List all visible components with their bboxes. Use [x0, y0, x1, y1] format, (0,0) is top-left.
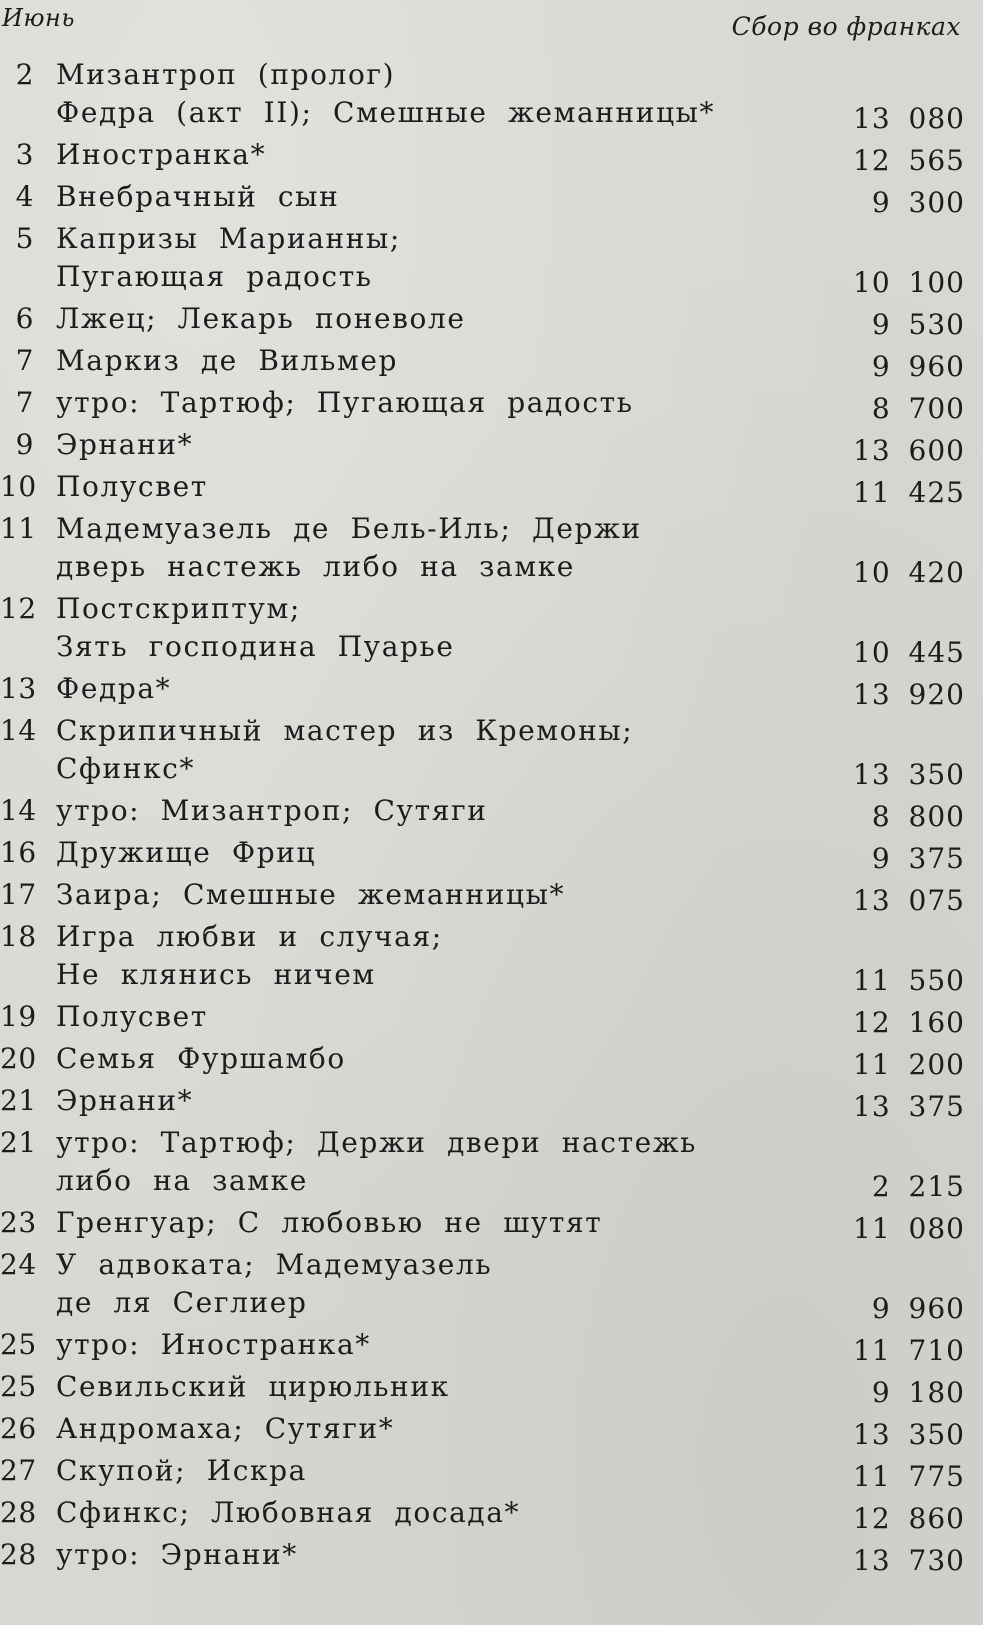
row-day: 7 [15, 386, 34, 419]
row-title [56, 670, 793, 708]
row-title [56, 1204, 793, 1242]
table-row [0, 792, 983, 833]
row-title-line: Мизантроп (пролог) [56, 58, 396, 91]
table-row [0, 590, 983, 669]
table-row [0, 1452, 983, 1493]
table-row [0, 670, 983, 711]
table-row [0, 1368, 983, 1409]
row-title-line: утро: Иностранка* [56, 1328, 371, 1361]
row-title-line: Скрипичный мастер из Кремоны; [56, 714, 634, 747]
row-amount: 13 375 [853, 1090, 965, 1123]
row-title-line: Лжец; Лекарь поневоле [56, 302, 466, 335]
row-title-line: Полусвет [56, 1000, 208, 1033]
row-amount: 10 420 [853, 556, 965, 589]
table-row [0, 712, 983, 791]
row-title-line: Внебрачный сын [56, 180, 340, 213]
row-title-line: Скупой; Искра [56, 1454, 307, 1487]
table-row [0, 918, 983, 997]
row-day: 26 [0, 1412, 37, 1445]
row-title-line: Гренгуар; С любовью не шутят [56, 1206, 603, 1239]
row-title-line: Заира; Смешные жеманницы* [56, 878, 566, 911]
row-amount: 13 730 [853, 1544, 965, 1577]
row-title-line: Зять господина Пуарье [56, 630, 455, 663]
row-title-line: либо на замке [56, 1164, 308, 1197]
row-day: 11 [0, 512, 37, 545]
row-title-line: Эрнани* [56, 428, 194, 461]
table-row [0, 1494, 983, 1535]
table-row [0, 300, 983, 341]
table-row [0, 1204, 983, 1245]
row-day: 17 [0, 878, 37, 911]
table-row [0, 384, 983, 425]
table-row [0, 56, 983, 135]
table-row [0, 1536, 983, 1577]
row-day: 28 [0, 1538, 37, 1571]
table-row [0, 468, 983, 509]
row-title-line: Семья Фуршамбо [56, 1042, 346, 1075]
row-title-line: Эрнани* [56, 1084, 194, 1117]
row-title [56, 468, 793, 506]
row-title-line: Дружище Фриц [56, 836, 317, 869]
row-amount: 11 080 [853, 1212, 965, 1245]
row-day: 13 [0, 672, 37, 705]
table-row [0, 1326, 983, 1367]
performance-table [0, 56, 983, 1578]
row-title-line: Севильский цирюльник [56, 1370, 450, 1403]
row-amount: 9 180 [871, 1376, 965, 1409]
row-amount: 8 800 [871, 800, 965, 833]
row-title [56, 1040, 793, 1078]
row-amount: 13 350 [853, 1418, 965, 1451]
row-day: 3 [15, 138, 34, 171]
row-day: 20 [0, 1042, 37, 1075]
row-title [56, 178, 793, 216]
row-title [56, 918, 793, 994]
row-title [56, 1368, 793, 1406]
row-title-line: Маркиз де Вильмер [56, 344, 399, 377]
row-day: 21 [0, 1126, 37, 1159]
row-day: 28 [0, 1496, 37, 1529]
table-row [0, 1124, 983, 1203]
row-amount: 13 075 [853, 884, 965, 917]
row-amount: 11 200 [853, 1048, 965, 1081]
row-amount: 13 920 [853, 678, 965, 711]
month-label: Июнь [2, 4, 75, 32]
row-amount: 9 960 [871, 1292, 965, 1325]
row-title [56, 876, 793, 914]
row-day: 14 [0, 794, 37, 827]
table-row [0, 834, 983, 875]
table-row [0, 1246, 983, 1325]
row-amount: 13 350 [853, 758, 965, 791]
row-amount: 10 100 [853, 266, 965, 299]
row-title [56, 1452, 793, 1490]
row-day: 10 [0, 470, 37, 503]
amount-column-title: Сбор во франках [731, 12, 961, 41]
row-amount: 9 375 [871, 842, 965, 875]
table-row [0, 1410, 983, 1451]
table-row [0, 178, 983, 219]
row-title [56, 1124, 793, 1200]
row-day: 18 [0, 920, 37, 953]
row-title [56, 300, 793, 338]
row-title-line: Не клянись ничем [56, 958, 376, 991]
row-title [56, 220, 793, 296]
row-title-line: Сфинкс* [56, 752, 196, 785]
table-row [0, 510, 983, 589]
row-title [56, 998, 793, 1036]
row-title [56, 1326, 793, 1364]
row-title-line: Постскриптум; [56, 592, 301, 625]
row-amount: 11 425 [853, 476, 965, 509]
row-day: 16 [0, 836, 37, 869]
row-title-line: утро: Тартюф; Пугающая радость [56, 386, 634, 419]
row-amount: 12 860 [853, 1502, 965, 1535]
row-amount: 12 160 [853, 1006, 965, 1039]
page-header [0, 0, 983, 56]
row-amount: 8 700 [871, 392, 965, 425]
row-amount: 11 710 [853, 1334, 965, 1367]
row-title [56, 342, 793, 380]
row-title-line: Федра (акт II); Смешные жеманницы* [56, 96, 716, 129]
row-title-line: Сфинкс; Любовная досада* [56, 1496, 521, 1529]
row-title-line: Пугающая радость [56, 260, 373, 293]
table-row [0, 1040, 983, 1081]
row-title-line: Капризы Марианны; [56, 222, 401, 255]
table-row [0, 136, 983, 177]
row-title [56, 1246, 793, 1322]
row-amount: 11 550 [853, 964, 965, 997]
row-title [56, 384, 793, 422]
row-title [56, 1494, 793, 1532]
row-title-line: дверь настежь либо на замке [56, 550, 575, 583]
row-title-line: Мадемуазель де Бель-Иль; Держи [56, 512, 642, 545]
table-row [0, 998, 983, 1039]
row-title [56, 136, 793, 174]
row-title-line: У адвоката; Мадемуазель [56, 1248, 493, 1281]
row-day: 2 [15, 58, 34, 91]
row-title [56, 426, 793, 464]
row-title [56, 834, 793, 872]
row-amount: 12 565 [853, 144, 965, 177]
row-title [56, 590, 793, 666]
row-title [56, 56, 793, 132]
row-title-line: утро: Мизантроп; Сутяги [56, 794, 488, 827]
row-day: 7 [15, 344, 34, 377]
row-day: 12 [0, 592, 37, 625]
row-day: 24 [0, 1248, 37, 1281]
row-title-line: Федра* [56, 672, 172, 705]
row-title [56, 1536, 793, 1574]
row-amount: 13 600 [853, 434, 965, 467]
row-amount: 9 300 [871, 186, 965, 219]
row-amount: 9 960 [871, 350, 965, 383]
row-amount: 11 775 [853, 1460, 965, 1493]
row-title [56, 712, 793, 788]
row-day: 23 [0, 1206, 37, 1239]
table-row [0, 1082, 983, 1123]
row-day: 5 [15, 222, 34, 255]
row-amount: 9 530 [871, 308, 965, 341]
table-row [0, 220, 983, 299]
row-day: 9 [15, 428, 34, 461]
row-title [56, 1082, 793, 1120]
row-amount: 10 445 [853, 636, 965, 669]
row-day: 4 [15, 180, 34, 213]
row-day: 25 [0, 1328, 37, 1361]
row-amount: 13 080 [853, 102, 965, 135]
table-row [0, 342, 983, 383]
row-title [56, 510, 793, 586]
row-title [56, 1410, 793, 1448]
row-title-line: Игра любви и случая; [56, 920, 443, 953]
table-row [0, 876, 983, 917]
row-title-line: де ля Сеглиер [56, 1286, 308, 1319]
row-title [56, 792, 793, 830]
row-title-line: утро: Тартюф; Держи двери настежь [56, 1126, 698, 1159]
row-day: 27 [0, 1454, 37, 1487]
row-title-line: Иностранка* [56, 138, 267, 171]
row-day: 25 [0, 1370, 37, 1403]
row-title-line: Андромаха; Сутяги* [56, 1412, 395, 1445]
row-day: 6 [15, 302, 34, 335]
table-row [0, 426, 983, 467]
row-title-line: утро: Эрнани* [56, 1538, 298, 1571]
row-day: 14 [0, 714, 37, 747]
row-title-line: Полусвет [56, 470, 208, 503]
row-day: 19 [0, 1000, 37, 1033]
row-amount: 2 215 [871, 1170, 965, 1203]
row-day: 21 [0, 1084, 37, 1117]
